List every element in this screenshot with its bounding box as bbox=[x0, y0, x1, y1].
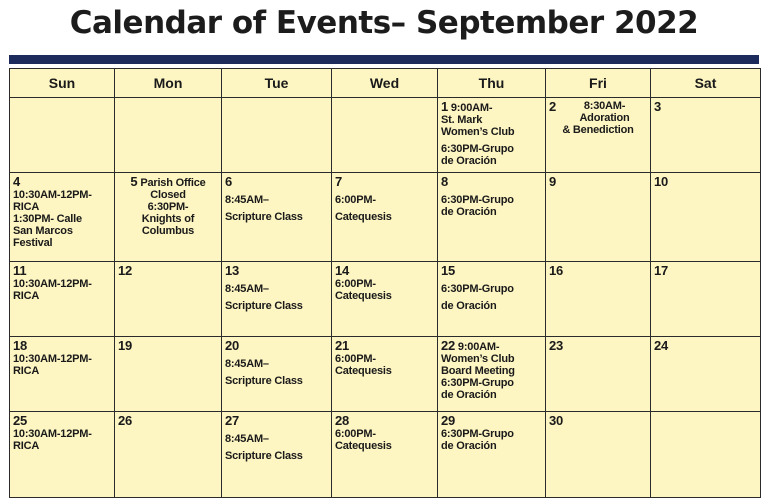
day-number: 2 bbox=[549, 99, 557, 114]
day-number: 6 bbox=[225, 174, 233, 190]
week-row bbox=[10, 337, 761, 412]
empty-day-cell bbox=[651, 412, 761, 498]
empty-day-cell bbox=[10, 98, 115, 173]
day-number: 25 bbox=[13, 413, 28, 429]
event-text: de Oración bbox=[441, 440, 497, 453]
event-text: Catequesis bbox=[335, 365, 392, 378]
day-cell-15 bbox=[438, 261, 546, 336]
event-text: 6:30PM-Grupo bbox=[441, 428, 514, 441]
event-text: Catequesis bbox=[335, 440, 392, 453]
day-number: 22 bbox=[441, 338, 456, 354]
day-cell-28 bbox=[332, 412, 438, 498]
weekday-header: Mon bbox=[115, 69, 222, 98]
event-text: Scripture Class bbox=[225, 450, 303, 463]
event-text: Adoration bbox=[579, 112, 630, 124]
event-text: 6:30PM-Grupo bbox=[441, 143, 514, 155]
day-cell-12 bbox=[115, 261, 222, 336]
empty-day-cell bbox=[222, 98, 332, 173]
day-number: 30 bbox=[549, 413, 564, 429]
day-number: 16 bbox=[549, 262, 564, 278]
day-number: 19 bbox=[118, 338, 133, 354]
day-cell-7 bbox=[332, 173, 438, 262]
day-number: 4 bbox=[13, 174, 21, 190]
day-cell-25 bbox=[10, 412, 115, 498]
day-number: 3 bbox=[654, 99, 662, 114]
day-cell-20 bbox=[222, 337, 332, 412]
day-number: 27 bbox=[225, 413, 240, 429]
empty-day-cell bbox=[115, 98, 222, 173]
event-text: RICA bbox=[13, 440, 40, 453]
weekday-header: Wed bbox=[332, 69, 438, 98]
event-text: de Oración bbox=[441, 389, 497, 402]
day-number: 26 bbox=[118, 413, 133, 429]
day-cell-14 bbox=[332, 261, 438, 336]
event-text: 8:45AM– bbox=[225, 433, 269, 446]
event-text: 6:30PM-Grupo bbox=[441, 194, 514, 207]
event-text: 8:45AM– bbox=[225, 194, 269, 207]
day-cell-16 bbox=[546, 261, 651, 336]
week-row bbox=[10, 98, 761, 173]
day-number: 7 bbox=[335, 174, 343, 190]
event-text: Columbus bbox=[141, 225, 195, 238]
event-text: de Oración bbox=[441, 206, 497, 219]
day-number: 10 bbox=[654, 174, 669, 190]
day-cell-19 bbox=[115, 337, 222, 412]
weekday-header: Fri bbox=[546, 69, 651, 98]
event-text: 6:00PM- bbox=[335, 428, 376, 441]
day-number: 11 bbox=[13, 262, 27, 278]
day-cell-24 bbox=[651, 337, 761, 412]
day-number: 29 bbox=[441, 413, 456, 429]
event-text: Festival bbox=[13, 237, 53, 250]
day-number: 12 bbox=[118, 262, 133, 278]
day-cell-30 bbox=[546, 412, 651, 498]
event-text: Catequesis bbox=[335, 211, 392, 224]
event-text: San Marcos bbox=[13, 225, 73, 238]
day-number: 21 bbox=[335, 338, 350, 354]
event-text: Board Meeting bbox=[441, 365, 515, 378]
day-cell-21 bbox=[332, 337, 438, 412]
event-text: RICA bbox=[13, 365, 40, 378]
day-number: 24 bbox=[654, 338, 669, 354]
day-number: 18 bbox=[13, 338, 28, 354]
day-cell-23 bbox=[546, 337, 651, 412]
day-number: 5 bbox=[130, 174, 138, 190]
week-row bbox=[10, 412, 761, 498]
event-text: Scripture Class bbox=[225, 375, 303, 388]
event-text: 6:00PM- bbox=[335, 353, 376, 366]
event-text: 6:30PM- bbox=[147, 201, 189, 214]
day-number: 15 bbox=[441, 262, 456, 278]
event-text: de Oración bbox=[441, 155, 497, 167]
weekday-header-row bbox=[10, 69, 761, 98]
event-text: 6:00PM- bbox=[335, 194, 376, 207]
day-cell-13 bbox=[222, 261, 332, 336]
event-text: 8:30AM- bbox=[583, 100, 626, 112]
day-number: 1 bbox=[441, 99, 449, 114]
weekday-header: Sat bbox=[651, 69, 761, 98]
day-cell-18 bbox=[10, 337, 115, 412]
day-cell-1 bbox=[438, 98, 546, 173]
event-text: Closed bbox=[150, 189, 186, 202]
event-text: 8:45AM– bbox=[225, 358, 269, 371]
event-text: 10:30AM-12PM- bbox=[13, 189, 92, 202]
event-text: 10:30AM-12PM- bbox=[13, 277, 92, 290]
day-cell-4 bbox=[10, 173, 115, 262]
event-text: Scripture Class bbox=[225, 299, 303, 312]
event-text: 10:30AM-12PM- bbox=[13, 353, 92, 366]
event-text: 1:30PM- Calle bbox=[13, 213, 82, 226]
page-title: Calendar of Events– September 2022 bbox=[69, 5, 699, 41]
event-text: 6:30PM-Grupo bbox=[441, 282, 514, 295]
day-cell-3 bbox=[651, 98, 761, 173]
day-number: 23 bbox=[549, 338, 564, 354]
event-text: 9:00AM- bbox=[450, 102, 493, 114]
event-text: 10:30AM-12PM- bbox=[13, 428, 92, 441]
day-cell-5 bbox=[115, 173, 222, 262]
day-number: 28 bbox=[335, 413, 350, 429]
day-cell-11 bbox=[10, 261, 115, 336]
title-divider bbox=[9, 55, 759, 64]
day-cell-29 bbox=[438, 412, 546, 498]
event-text: 8:45AM– bbox=[225, 282, 269, 295]
weekday-header: Thu bbox=[438, 69, 546, 98]
event-text: 9:00AM- bbox=[457, 341, 500, 354]
day-number: 8 bbox=[441, 174, 449, 190]
day-cell-22 bbox=[438, 337, 546, 412]
event-text: Women’s Club bbox=[441, 353, 515, 366]
day-cell-17 bbox=[651, 261, 761, 336]
weekday-header: Tue bbox=[222, 69, 332, 98]
event-text: Women’s Club bbox=[441, 126, 515, 138]
day-cell-10 bbox=[651, 173, 761, 262]
event-text: 6:30PM-Grupo bbox=[441, 377, 514, 390]
event-text: Knights of bbox=[141, 213, 195, 226]
day-cell-2 bbox=[546, 98, 651, 173]
event-text: RICA bbox=[13, 201, 40, 214]
event-text: Scripture Class bbox=[225, 211, 303, 224]
day-cell-26 bbox=[115, 412, 222, 498]
day-number: 13 bbox=[225, 262, 240, 278]
event-text: Catequesis bbox=[335, 289, 392, 302]
week-row bbox=[10, 173, 761, 262]
day-number: 20 bbox=[225, 338, 240, 354]
event-text: St. Mark bbox=[441, 114, 483, 126]
calendar-grid bbox=[9, 68, 761, 498]
event-text: 6:00PM- bbox=[335, 277, 376, 290]
event-text: Parish Office bbox=[140, 177, 206, 190]
event-text: de Oración bbox=[441, 299, 497, 312]
event-text: RICA bbox=[13, 289, 40, 302]
empty-day-cell bbox=[332, 98, 438, 173]
day-number: 14 bbox=[335, 262, 350, 278]
day-cell-8 bbox=[438, 173, 546, 262]
day-cell-6 bbox=[222, 173, 332, 262]
day-number: 9 bbox=[549, 174, 557, 190]
day-number: 17 bbox=[654, 262, 669, 278]
weekday-header: Sun bbox=[10, 69, 115, 98]
day-cell-9 bbox=[546, 173, 651, 262]
event-text: & Benediction bbox=[562, 124, 634, 136]
day-cell-27 bbox=[222, 412, 332, 498]
week-row bbox=[10, 261, 761, 336]
